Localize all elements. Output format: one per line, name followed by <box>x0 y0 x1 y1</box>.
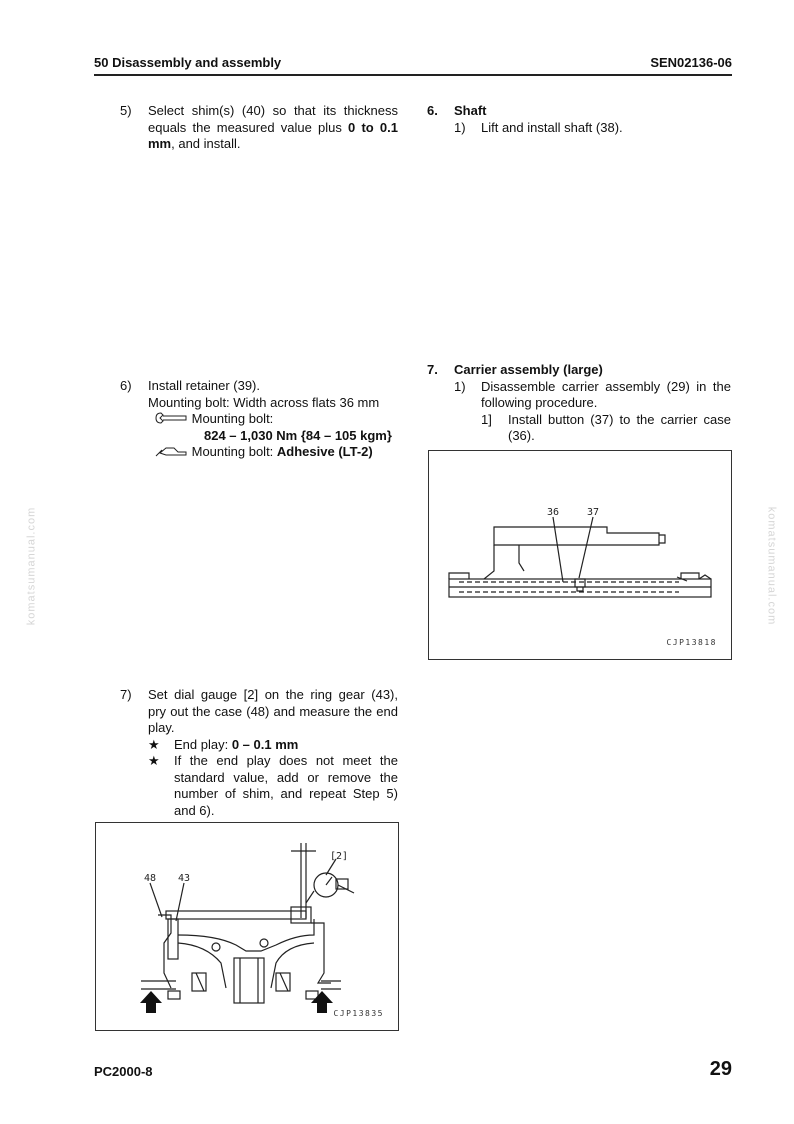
label-43: 43 <box>178 873 191 884</box>
step-7-line-3: play. <box>148 720 175 735</box>
step-7-bullet-1 <box>148 737 398 754</box>
dial-gauge-drawing <box>96 823 398 1030</box>
step-5-line-1: Select shim(s) (40) so that its thickness <box>148 103 398 118</box>
figure-code-right: CJP13818 <box>666 638 717 647</box>
section-7-sub-line-2: following procedure. <box>481 395 598 410</box>
carrier-case-drawing <box>429 451 731 659</box>
section-7-title-text: Carrier assembly (large) <box>454 362 603 377</box>
section-title: 50 Disassembly and assembly <box>94 55 282 70</box>
label-36: 36 <box>547 507 560 518</box>
section-7-sub-text <box>481 379 731 412</box>
step-5-value: 0 to 0.1 <box>348 119 398 135</box>
step-5-line-2-text: equals the measured value plus <box>148 119 349 135</box>
label-37: 37 <box>587 507 600 518</box>
step-6-line-2: Mounting bolt: Width across flats 36 mm <box>148 394 380 410</box>
step-5-number: 5) <box>120 103 132 118</box>
section-6-title-text: Shaft <box>454 103 487 118</box>
bullet-2-line-2: standard value, add or remove the <box>174 769 398 785</box>
section-6-sub-text: Lift and install shaft (38). <box>481 119 623 135</box>
footer-model: PC2000-8 <box>94 1064 153 1079</box>
end-play-label: End play: <box>174 736 232 752</box>
step-7-number: 7) <box>120 687 132 702</box>
step-6-adhesive: Adhesive (LT-2) <box>276 444 373 459</box>
section-7-title <box>454 362 603 379</box>
step-6-adhesive-row <box>148 444 408 461</box>
star-icon: ★ <box>148 736 160 752</box>
figure-dial-gauge <box>95 822 399 1031</box>
section-6-title <box>454 103 487 120</box>
label-2: [2] <box>330 851 349 862</box>
section-7-sub-line-1: Disassemble carrier assembly (29) in the <box>481 378 731 394</box>
step-5-line-3 <box>148 136 398 153</box>
step-6-line-1: Install retainer (39). <box>148 378 260 393</box>
section-7-subsub-text <box>508 412 731 445</box>
figure-carrier-case <box>428 450 732 660</box>
step-6-torque-value: 824 – 1,030 Nm {84 – 105 kgm} <box>204 427 392 443</box>
figure-code-left: CJP13835 <box>333 1009 384 1018</box>
step-5-line-3-text: , and install. <box>171 136 241 151</box>
step-7-line-2: pry out the case (48) and measure the end <box>148 703 398 719</box>
section-7-number <box>427 362 438 379</box>
header-rule <box>94 74 732 76</box>
step-5-line-2 <box>148 120 398 137</box>
step-7-text <box>148 687 398 819</box>
bullet-2-line-4: and 6). <box>174 802 215 818</box>
section-6-num: 6. <box>427 103 438 118</box>
bullet-2-line-1: If the end play does not meet the <box>174 753 398 768</box>
step-5-unit: mm <box>148 136 172 151</box>
page-number: 29 <box>709 1058 732 1080</box>
section-6-number <box>427 103 438 120</box>
step-6-torque-value-row <box>148 428 408 445</box>
section-7-subsub-number: 1] <box>481 411 492 427</box>
step-7-bullet-2 <box>148 753 398 819</box>
document-code: SEN02136-06 <box>650 55 732 70</box>
step-5-text <box>148 103 398 153</box>
adhesive-icon <box>154 445 188 457</box>
step-6-text <box>148 378 408 461</box>
watermark-right: komatsumanual.com <box>765 506 778 626</box>
star-icon: ★ <box>148 753 160 768</box>
step-6-line-3: Mounting bolt: <box>191 411 274 426</box>
step-7-line-1: Set dial gauge [2] on the ring gear (43), <box>148 687 398 702</box>
end-play-value: 0 – 0.1 mm <box>231 736 299 752</box>
step-6-torque-row <box>148 411 408 428</box>
section-7-num: 7. <box>427 362 438 377</box>
section-7-subsub-line-1: Install button (37) to the carrier case <box>508 411 731 427</box>
wrench-icon <box>154 412 188 424</box>
section-7-subsub-line-2: (36). <box>508 428 535 443</box>
section-7-sub-number: 1) <box>454 378 466 394</box>
watermark-left: komatsumanual.com <box>25 506 38 626</box>
section-6-sub-number: 1) <box>454 119 466 135</box>
bullet-2-line-3: number of shim, and repeat Step 5) <box>174 786 398 801</box>
label-48: 48 <box>144 873 157 884</box>
step-6-number: 6) <box>120 378 132 393</box>
step-6-line-5: Mounting bolt: <box>191 444 277 459</box>
